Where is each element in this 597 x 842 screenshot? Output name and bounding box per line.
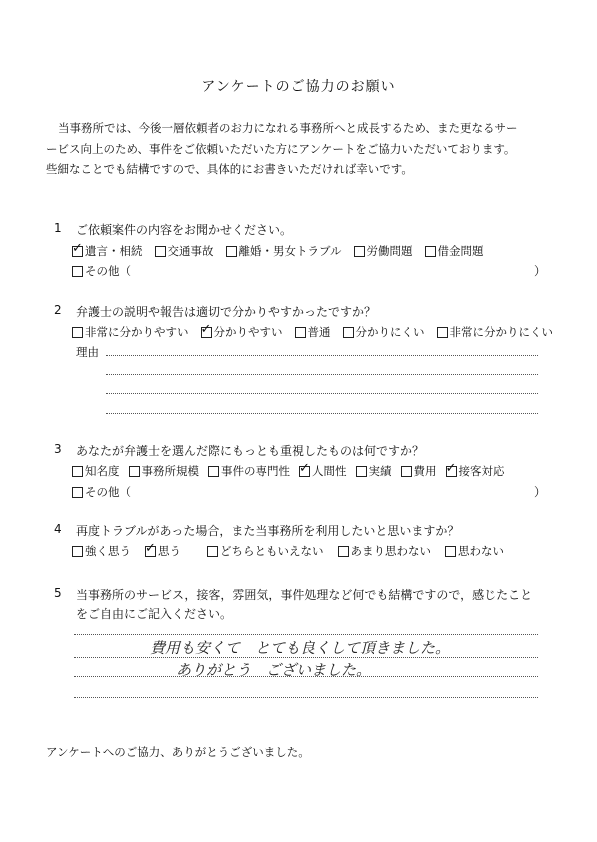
checkbox[interactable] (72, 266, 83, 277)
option-label: 費用 (413, 464, 437, 478)
q3-option-6[interactable] (401, 463, 437, 479)
option-label: 離婚・男女トラブル (238, 244, 342, 258)
checkbox[interactable] (155, 246, 166, 257)
option-label: 知名度 (85, 464, 120, 478)
q4-text: 再度トラブルがあった場合，また当事務所を利用したいと思いますか？ (76, 524, 460, 538)
q3-option-3[interactable] (208, 463, 290, 479)
q3-options (72, 463, 505, 479)
q4-options (72, 543, 504, 559)
checkbox[interactable] (354, 246, 365, 257)
intro-line-3: 些細なことでも結構ですので、具体的にお書きいただければ幸いです。 (46, 162, 413, 176)
checkbox[interactable] (207, 546, 218, 557)
option-label: あまり思わない (350, 544, 431, 558)
reason-line-1[interactable] (106, 355, 538, 356)
option-label: 実績 (368, 464, 392, 478)
q1-option-1[interactable] (72, 243, 143, 259)
q1-option-other[interactable] (72, 263, 131, 279)
q2-text: 弁護士の説明や報告は適切で分かりやすかったですか？ (76, 305, 377, 319)
comment-line-4[interactable] (74, 697, 538, 698)
q4-option-5[interactable] (445, 543, 504, 559)
q1-option-4[interactable] (354, 243, 413, 259)
q3-text: あなたが弁護士を選んだ際にもっとも重視したものは何ですか？ (76, 444, 425, 458)
checkbox-checked[interactable] (299, 466, 310, 477)
q3-option-5[interactable] (356, 463, 392, 479)
checkbox-checked[interactable] (446, 466, 457, 477)
reason-line-3[interactable] (106, 393, 538, 394)
option-label: 人間性 (312, 464, 347, 478)
option-label: 普通 (307, 325, 331, 339)
q1-option-3[interactable] (226, 243, 342, 259)
handwritten-answer-line-1: 費用も安くて とても良くして頂きました。 (150, 639, 451, 657)
checkbox[interactable] (129, 466, 140, 477)
q3-number: 3 (54, 442, 62, 456)
q2-reason-label: 理由 (76, 345, 99, 359)
option-label: 接客対応 (458, 464, 505, 478)
q2-option-5[interactable] (437, 324, 554, 340)
checkbox[interactable] (437, 327, 448, 338)
intro-line-2: ービス向上のため、事件をご依頼いただいた方にアンケートをご協力いただいております。 (46, 142, 516, 156)
q4-option-3[interactable] (207, 543, 324, 559)
checkbox[interactable] (425, 246, 436, 257)
q3-option-4[interactable] (299, 463, 347, 479)
q2-options (72, 324, 553, 340)
q2-option-3[interactable] (295, 324, 331, 340)
checkbox[interactable] (72, 327, 83, 338)
q2-number: 2 (54, 303, 62, 317)
q4-option-1[interactable] (72, 543, 131, 559)
q5-number: 5 (54, 586, 62, 600)
q1-option-2[interactable] (155, 243, 214, 259)
q1-option-5[interactable] (425, 243, 484, 259)
option-label: 事件の専門性 (221, 464, 290, 478)
q4-number: 4 (54, 522, 62, 536)
q5-text-line-1: 当事務所のサービス，接客，雰囲気，事件処理など何でも結構ですので，感じたこと (76, 588, 533, 602)
checkbox[interactable] (295, 327, 306, 338)
option-label: 分かりやすい (213, 325, 283, 339)
checkbox[interactable] (338, 546, 349, 557)
reason-line-2[interactable] (106, 374, 538, 375)
option-label: 労働問題 (366, 244, 413, 258)
comment-line-1[interactable] (74, 634, 538, 635)
checkbox-checked[interactable] (72, 246, 83, 257)
option-label: 借金問題 (437, 244, 484, 258)
option-label: 交通事故 (167, 244, 214, 258)
checkbox-checked[interactable] (145, 546, 156, 557)
footer-thanks: アンケートへのご協力、ありがとうございました。 (46, 745, 310, 759)
handwritten-answer-line-2: ありがとう ございました。 (176, 661, 372, 679)
option-label: 非常に分かりにくい (449, 325, 553, 339)
option-label: どちらともいえない (220, 544, 324, 558)
checkbox[interactable] (401, 466, 412, 477)
q2-option-2[interactable] (201, 324, 283, 340)
option-label: 分かりにくい (355, 325, 425, 339)
option-label: 事務所規模 (141, 464, 199, 478)
checkbox[interactable] (208, 466, 219, 477)
option-label: 遺言・相続 (85, 244, 143, 258)
q1-number: 1 (54, 221, 62, 235)
other-label: その他（ (85, 264, 131, 278)
checkbox-checked[interactable] (201, 327, 212, 338)
option-label: 強く思う (85, 544, 131, 558)
checkbox[interactable] (445, 546, 456, 557)
q5-text-line-2: をご自由にご記入ください。 (76, 607, 233, 621)
intro-line-1: 当事務所では、今後一層依頼者のお力になれる事務所へと成長するため、また更なるサー (58, 121, 518, 135)
other-label: その他（ (85, 485, 131, 499)
checkbox[interactable] (343, 327, 354, 338)
q3-other-row (72, 484, 131, 500)
checkbox[interactable] (72, 487, 83, 498)
q4-option-4[interactable] (338, 543, 432, 559)
q3-other-close: ） (534, 485, 547, 499)
q1-other-row (72, 263, 131, 279)
option-label: 思わない (458, 544, 504, 558)
checkbox[interactable] (72, 466, 83, 477)
q3-option-7[interactable] (446, 463, 505, 479)
q4-option-2[interactable] (145, 543, 181, 559)
checkbox[interactable] (72, 546, 83, 557)
checkbox[interactable] (226, 246, 237, 257)
reason-line-4[interactable] (106, 413, 538, 414)
q1-text: ご依頼案件の内容をお聞かせください。 (76, 223, 293, 237)
q3-option-2[interactable] (129, 463, 200, 479)
q3-option-1[interactable] (72, 463, 120, 479)
q2-option-1[interactable] (72, 324, 189, 340)
option-label: 思う (158, 544, 181, 558)
option-label: 非常に分かりやすい (85, 325, 189, 339)
q1-options (72, 243, 484, 259)
page-title: アンケートのご協力のお願い (201, 79, 396, 95)
q1-other-close: ） (534, 264, 547, 278)
q3-option-other[interactable] (72, 484, 131, 500)
q2-option-4[interactable] (343, 324, 425, 340)
checkbox[interactable] (356, 466, 367, 477)
